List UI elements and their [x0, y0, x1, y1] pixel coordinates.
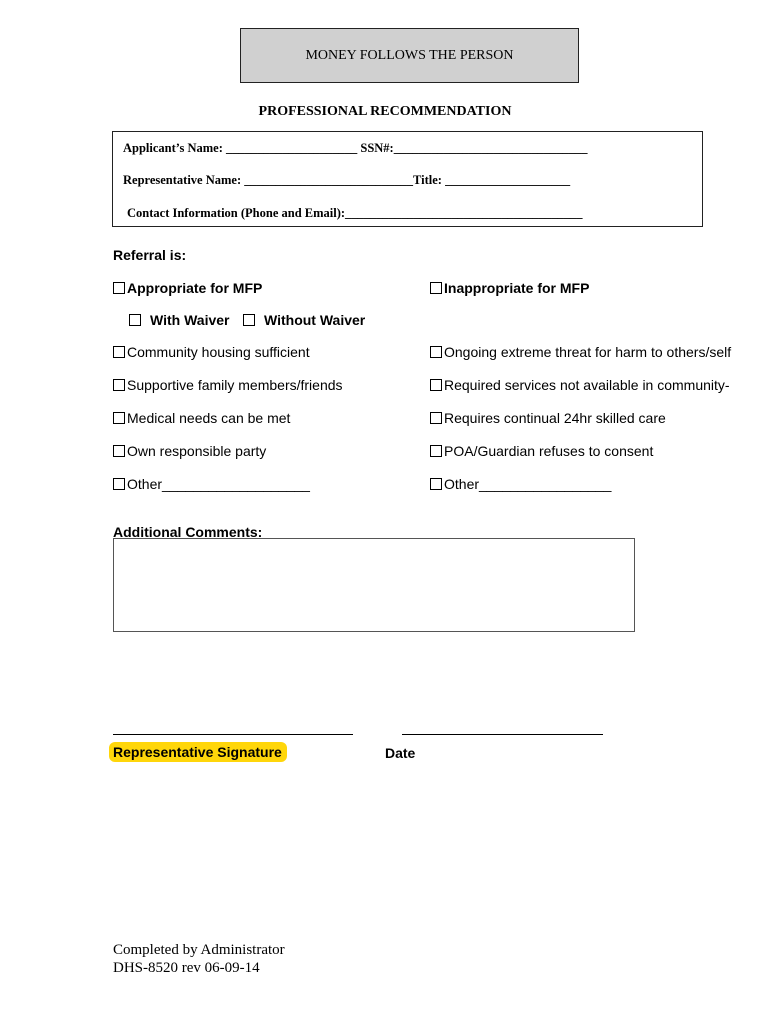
medical-needs-label: Medical needs can be met	[127, 410, 291, 426]
referral-label: Referral is:	[113, 247, 187, 263]
own-responsible-label: Own responsible party	[127, 443, 267, 459]
form-title: PROFESSIONAL RECOMMENDATION	[258, 104, 512, 119]
with-waiver-checkbox[interactable]	[129, 314, 141, 326]
representative-field[interactable]: Representative Name: ___________________________Title: ____________________	[123, 173, 571, 187]
with-waiver-label: With Waiver	[150, 312, 230, 328]
with-waiver-option[interactable]	[129, 312, 229, 328]
option-own-responsible[interactable]	[113, 443, 266, 459]
appropriate-option[interactable]	[113, 280, 262, 296]
extreme-threat-label: Ongoing extreme threat for harm to others/self	[444, 344, 732, 360]
appropriate-label: Appropriate for MFP	[127, 280, 263, 296]
inappropriate-option[interactable]	[430, 280, 589, 296]
signature-line[interactable]	[113, 734, 353, 735]
skilled-care-checkbox[interactable]	[430, 412, 442, 424]
date-label: Date	[385, 745, 416, 761]
inappropriate-label: Inappropriate for MFP	[444, 280, 590, 296]
applicant-info-box	[112, 131, 703, 227]
community-housing-label: Community housing sufficient	[127, 344, 310, 360]
supportive-family-checkbox[interactable]	[113, 379, 125, 391]
option-other-left[interactable]	[113, 476, 310, 492]
applicant-name-field[interactable]: Applicant’s Name: _____________________ SSN#:_______________________________	[123, 141, 588, 155]
option-community-housing[interactable]	[113, 344, 310, 360]
poa-refuses-label: POA/Guardian refuses to consent	[444, 443, 654, 459]
option-supportive-family[interactable]	[113, 377, 343, 393]
option-extreme-threat[interactable]	[430, 344, 731, 360]
completed-by-text: Completed by Administrator	[113, 942, 285, 958]
inappropriate-checkbox[interactable]	[430, 282, 442, 294]
other-right-label: Other_________________	[444, 476, 612, 492]
other-left-checkbox[interactable]	[113, 478, 125, 490]
program-title-box	[240, 28, 579, 83]
own-responsible-checkbox[interactable]	[113, 445, 125, 457]
additional-comments-box[interactable]	[113, 538, 635, 632]
date-line[interactable]	[402, 734, 603, 735]
medical-needs-checkbox[interactable]	[113, 412, 125, 424]
extreme-threat-checkbox[interactable]	[430, 346, 442, 358]
without-waiver-option[interactable]	[243, 312, 365, 328]
poa-refuses-checkbox[interactable]	[430, 445, 442, 457]
form-id-text: DHS-8520 rev 06-09-14	[113, 960, 260, 976]
option-poa-refuses[interactable]	[430, 443, 653, 459]
services-unavailable-label: Required services not available in community-	[444, 377, 730, 393]
skilled-care-label: Requires continual 24hr skilled care	[444, 410, 666, 426]
without-waiver-checkbox[interactable]	[243, 314, 255, 326]
without-waiver-label: Without Waiver	[264, 312, 366, 328]
option-other-right[interactable]	[430, 476, 611, 492]
program-title: MONEY FOLLOWS THE PERSON	[305, 47, 514, 63]
option-skilled-care[interactable]	[430, 410, 666, 426]
community-housing-checkbox[interactable]	[113, 346, 125, 358]
other-right-checkbox[interactable]	[430, 478, 442, 490]
supportive-family-label: Supportive family members/friends	[127, 377, 343, 393]
services-unavailable-checkbox[interactable]	[430, 379, 442, 391]
appropriate-checkbox[interactable]	[113, 282, 125, 294]
additional-comments-label: Additional Comments:	[113, 524, 263, 540]
option-medical-needs[interactable]	[113, 410, 290, 426]
representative-signature-label: Representative Signature	[109, 742, 287, 762]
contact-info-field[interactable]: Contact Information (Phone and Email):______________________________________	[127, 206, 583, 220]
option-services-unavailable[interactable]	[430, 377, 730, 393]
other-left-label: Other___________________	[127, 476, 310, 492]
